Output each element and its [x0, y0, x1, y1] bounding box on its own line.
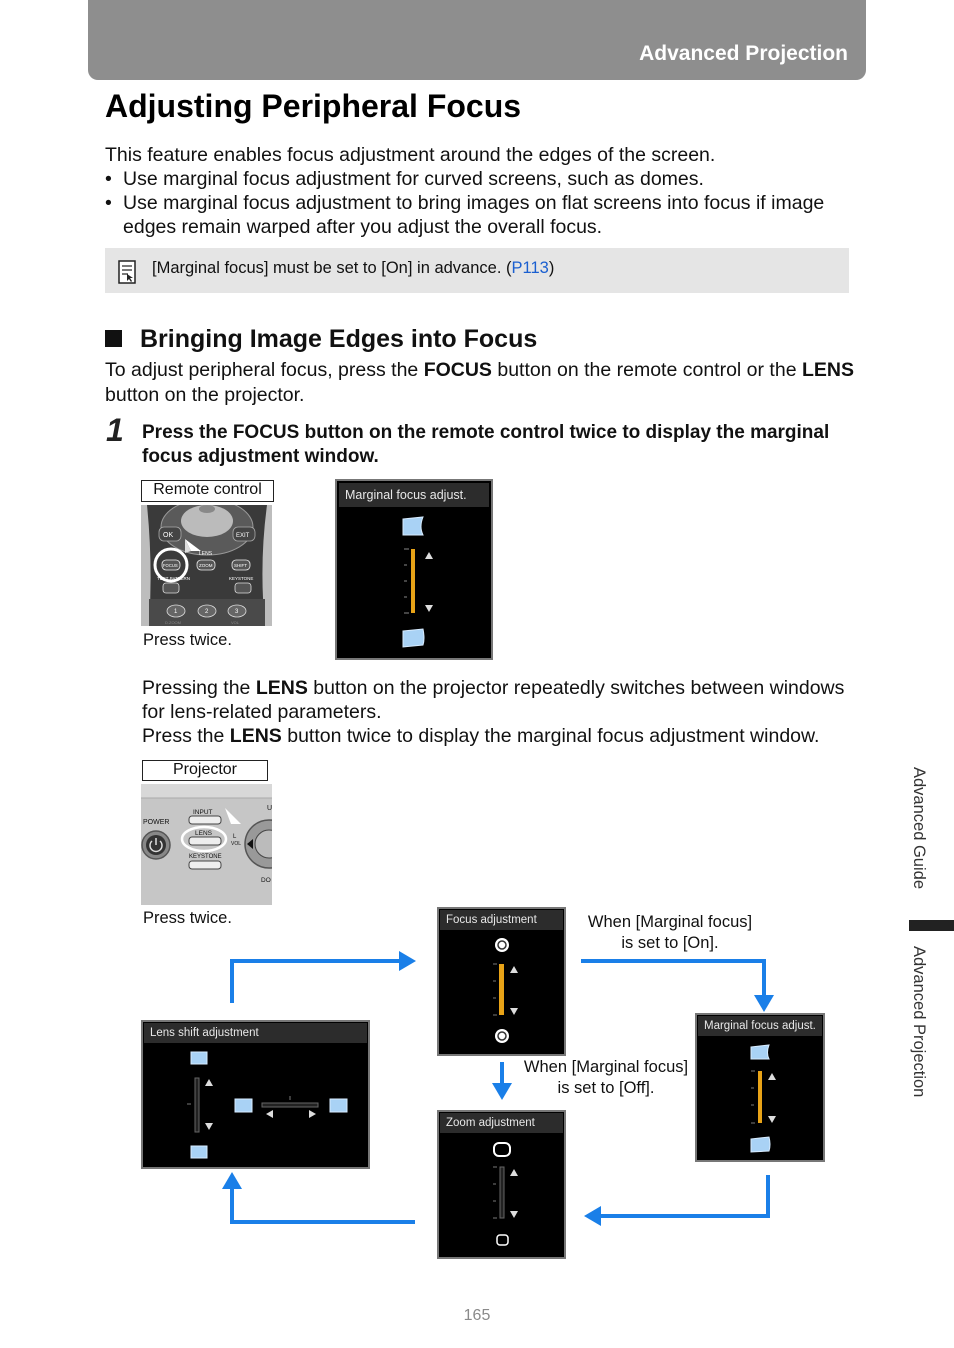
when-off-text: When [Marginal focus] is set to [Off]. — [523, 1058, 689, 1097]
lens-explanation: Pressing the LENS button on the projector repeatedly switches between windows for lens-related parameters. Press the LENS button twice to display the marginal focus adjustment window. — [142, 677, 845, 747]
osd-title: Marginal focus adjust. — [339, 483, 489, 507]
key-2-label: 2 — [205, 609, 209, 615]
up-key-label: U — [267, 805, 272, 812]
remote-caption: Press twice. — [143, 631, 232, 649]
exit-key-label: EXIT — [236, 533, 250, 539]
header-section-title: Advanced Projection — [639, 42, 848, 65]
zoom-key-label: ZOOM — [199, 563, 213, 568]
vol-key-label: VOL — [231, 841, 242, 847]
d-zoom-key-label: D.ZOOM — [165, 620, 181, 625]
keystone-key-label: KEYSTONE — [229, 576, 254, 581]
projector-label: Projector — [142, 760, 268, 781]
side-tab-marker — [909, 920, 954, 931]
note-text: [Marginal focus] must be set to [On] in advance. (P113) — [152, 259, 555, 277]
intro-bullet: • Use marginal focus adjustment to bring images on flat screens into focus if image edges remain warped after you adjust the overall focus. — [105, 192, 825, 238]
step-text: Press the FOCUS button on the remote control twice to display the marginal focus adjustment window. — [142, 422, 830, 467]
focus-adjustment-window — [437, 907, 566, 1056]
side-guide-text: Advanced Guide — [910, 767, 928, 890]
ok-key-label: OK — [163, 532, 174, 539]
osd-title: Zoom adjustment — [440, 1113, 563, 1133]
section-title: Bringing Image Edges into Focus — [105, 325, 537, 354]
intro-lead: This feature enables focus adjustment around the edges of the screen. — [105, 144, 716, 166]
lens-shift-window — [141, 1020, 370, 1169]
osd-title: Lens shift adjustment — [144, 1023, 367, 1043]
when-on-text: When [Marginal focus] is set to [On]. — [587, 913, 753, 952]
power-key-label: POWER — [143, 819, 170, 826]
page-number: 165 — [463, 1307, 491, 1324]
marginal-focus-window — [695, 1013, 825, 1162]
step-number: 1 — [106, 412, 124, 448]
osd-title: Marginal focus adjust. — [698, 1016, 822, 1036]
page-link[interactable]: P113 — [511, 259, 549, 277]
down-key-label: DO — [261, 877, 271, 884]
section-intro: To adjust peripheral focus, press the FOCUS button on the remote control or the LENS button on the projector. — [105, 359, 854, 406]
osd-title: Focus adjustment — [440, 910, 563, 930]
page-title: Adjusting Peripheral Focus — [105, 88, 522, 124]
key-1-label: 1 — [174, 609, 178, 615]
lens-key-label: LENS — [199, 551, 213, 557]
side-section-text: Advanced Projection — [910, 946, 928, 1098]
keystone-key-label: KEYSTONE — [189, 854, 222, 860]
vol-key-label: VOL — [231, 620, 240, 625]
intro-bullet: • Use marginal focus adjustment for curved screens, such as domes. — [105, 168, 704, 190]
remote-control-label: Remote control — [141, 480, 274, 502]
shift-key-label: SHIFT — [234, 563, 247, 568]
projector-caption: Press twice. — [143, 909, 232, 927]
input-key-label: INPUT — [193, 809, 213, 816]
key-3-label: 3 — [235, 609, 239, 615]
l-key-label: L — [233, 834, 237, 840]
zoom-adjustment-window — [437, 1110, 566, 1259]
lens-key-label: LENS — [195, 830, 212, 837]
focus-key-label: FOCUS — [163, 563, 178, 568]
test-pattern-key-label: TEST PATTERN — [157, 576, 191, 581]
